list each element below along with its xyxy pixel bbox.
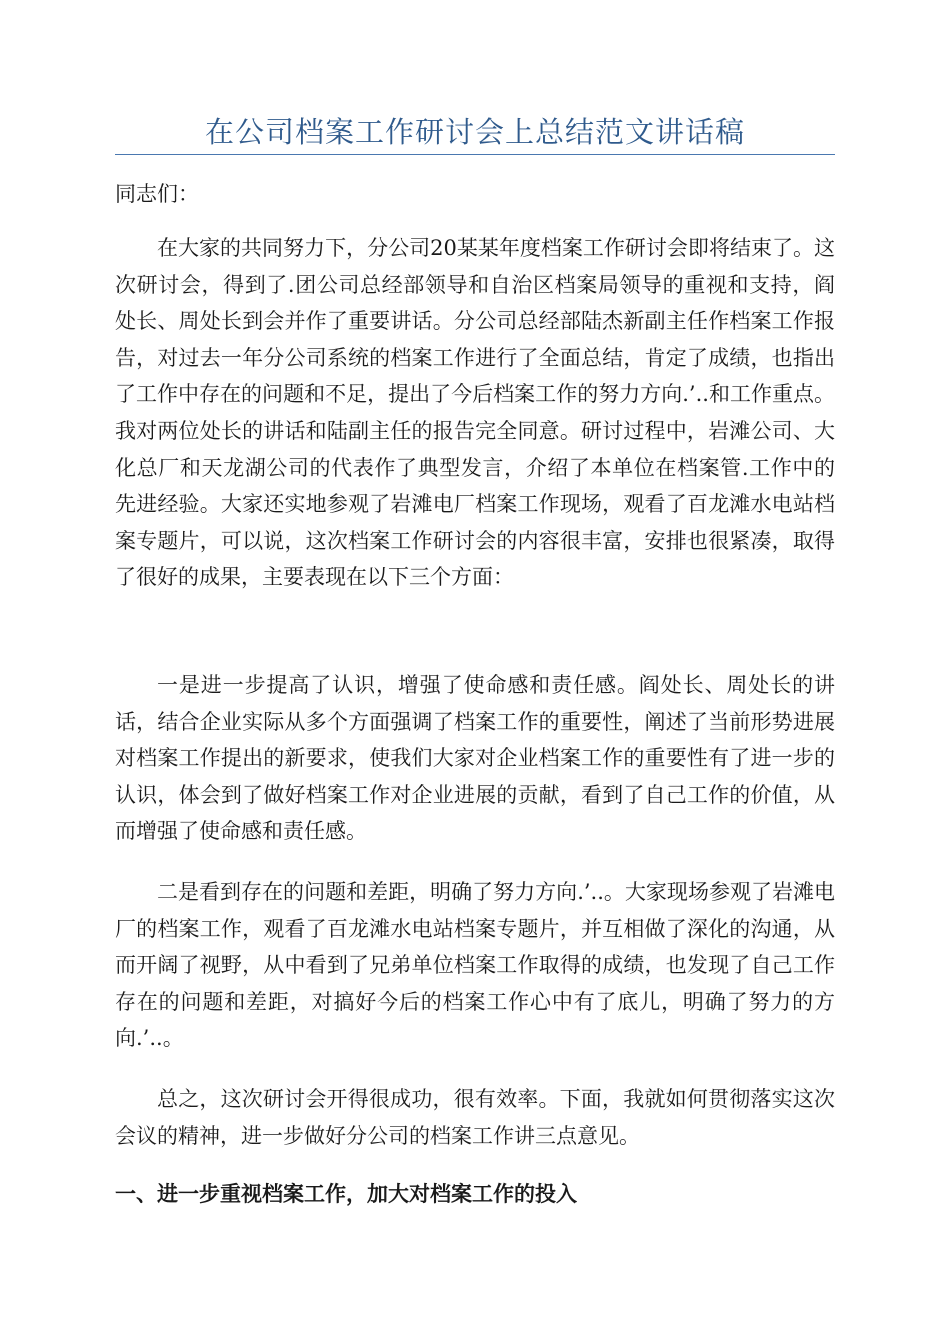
paragraph-point-two: 二是看到存在的问题和差距，明确了努力方向.’..。大家现场参观了岩滩电厂的档案工作，观看了百龙滩水电站档案专题片，并互相做了深化的沟通，从而开阔了视野，从中看到了兄弟单位档案工作取得的成绩，也发现了自己工作存在的问题和差距，对搞好今后的档案工作心中有了底儿，明确了努力的方向.’..。 bbox=[115, 880, 835, 1051]
title-underline bbox=[115, 154, 835, 155]
document-title: 在公司档案工作研讨会上总结范文讲话稿 bbox=[204, 115, 745, 149]
paragraph-intro: 在大家的共同努力下，分公司20某某年度档案工作研讨会即将结束了。这次研讨会，得到了.团公司总经部领导和自治区档案局领导的重视和支持，阎处长、周处长到会并作了重要讲话。分公司总经部陆杰新副主任作档案工作报告，对过去一年分公司系统的档案工作进行了全面总结，肯定了成绩，也指出了工作中存在的问题和不足，提出了今后档案工作的努力方向.’..和工作重点。我对两位处长的讲话和陆副主任的报告完全同意。研讨过程中，岩滩公司、大化总厂和天龙湖公司的代表作了典型发言，介绍了本单位在档案管.工作中的先进经验。大家还实地参观了岩滩电厂档案工作现场，观看了百龙滩水电站档案专题片，可以说，这次档案工作研讨会的内容很丰富，安排也很紧凑，取得了很好的成果，主要表现在以下三个方面： bbox=[115, 236, 835, 590]
section-heading: 一、进一步重视档案工作，加大对档案工作的投入 bbox=[115, 1182, 577, 1206]
paragraph-summary: 总之，这次研讨会开得很成功，很有效率。下面，我就如何贯彻落实这次会议的精神，进一步做好分公司的档案工作讲三点意见。 bbox=[115, 1087, 835, 1148]
paragraph-point-one: 一是进一步提高了认识，增强了使命感和责任感。阎处长、周处长的讲话，结合企业实际从多个方面强调了档案工作的重要性，阐述了当前形势进展对档案工作提出的新要求，使我们大家对企业档案工作的重要性有了进一步的认识，体会到了做好档案工作对企业进展的贡献，看到了自己工作的价值，从而增强了使命感和责任感。 bbox=[115, 673, 835, 844]
salutation: 同志们： bbox=[115, 182, 199, 206]
